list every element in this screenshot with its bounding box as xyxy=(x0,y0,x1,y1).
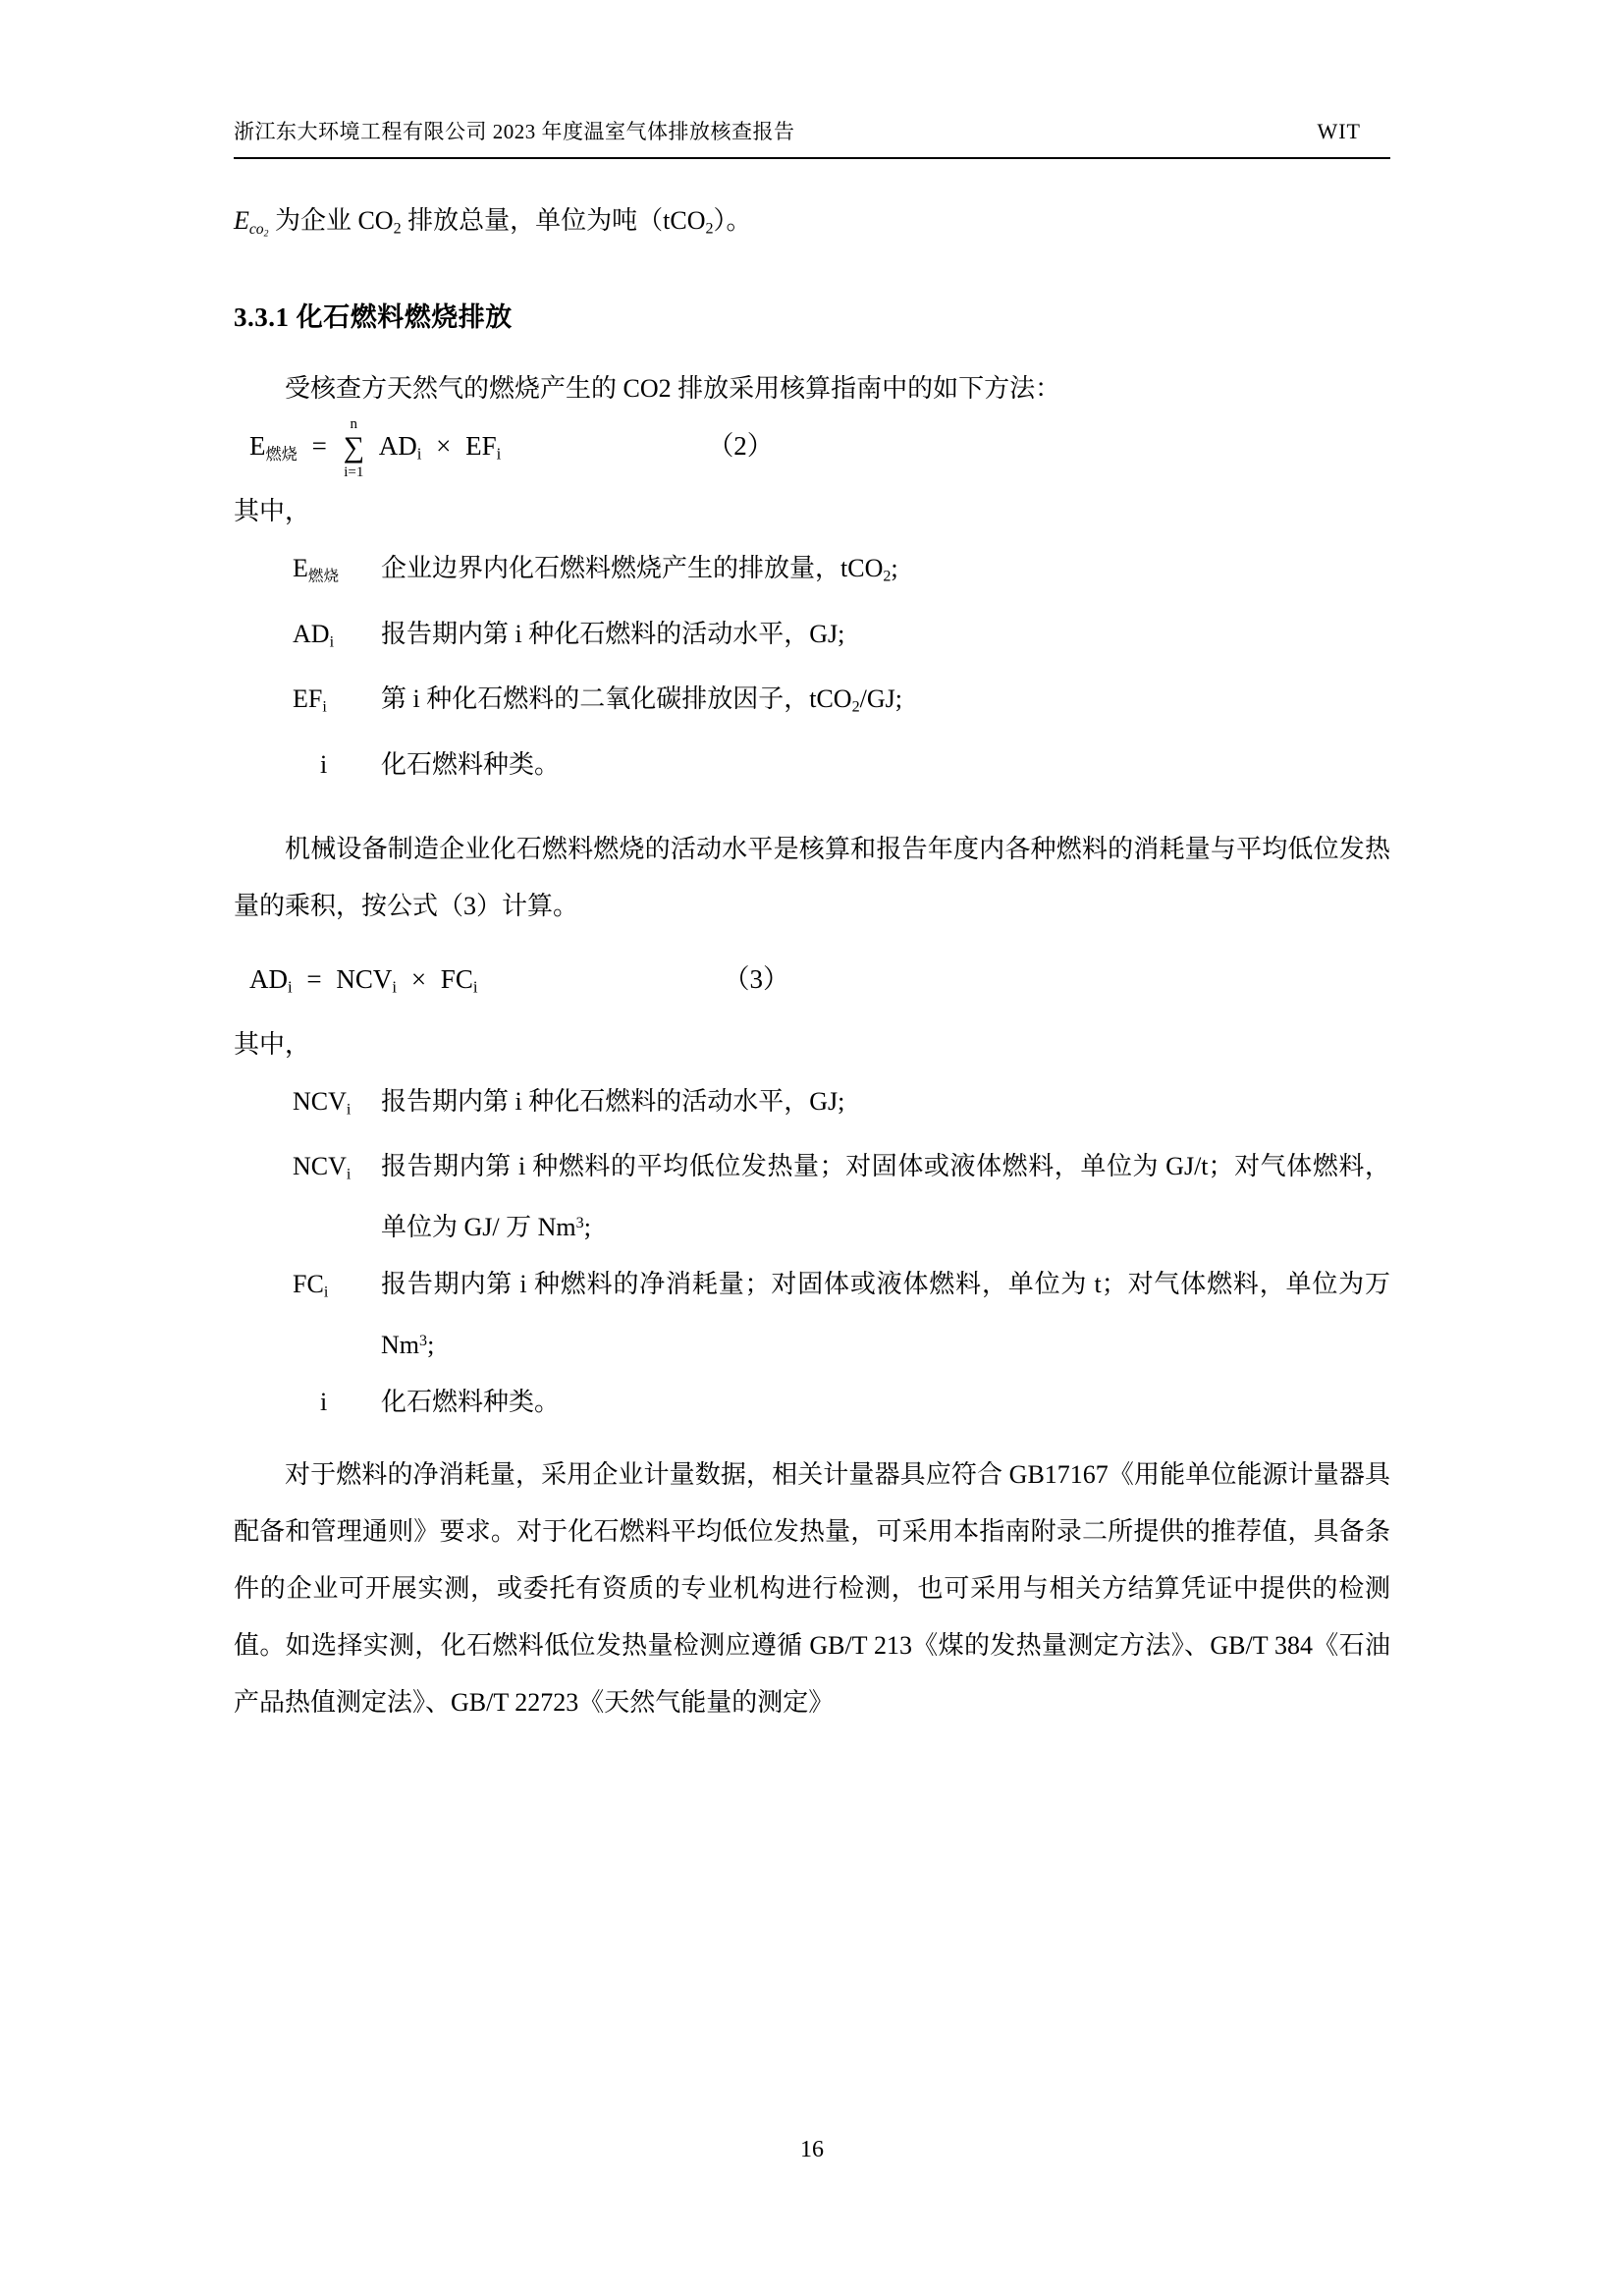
definition-term: $EF_i$ xyxy=(293,684,327,716)
header-company-mark: WIT xyxy=(1317,119,1361,143)
eco2-sub-3: 2 xyxy=(705,220,714,238)
eco2-definition-line xyxy=(234,192,1390,262)
definition-row xyxy=(234,671,1390,737)
spacer xyxy=(234,935,1390,951)
qizhong-line-2: 其中， xyxy=(234,1029,311,1059)
formula-2-number: （2） xyxy=(707,431,774,462)
definition-description: 报告期内第 i 种燃料的平均低位发热量；对固体或液体燃料，单位为 GJ/t；对气体燃料，单位为 GJ/ 万 Nm$^3$; xyxy=(381,1152,1390,1242)
formula-3-expression: $AD_i = NCV_i \times FC_i$ xyxy=(249,963,478,997)
eco2-symbol: Eco$_2$ xyxy=(234,206,269,240)
paragraph-intro-text: 受核查方天然气的燃烧产生的 CO2 排放采用核算指南中的如下方法： xyxy=(285,374,1061,404)
page-content xyxy=(234,192,1390,1731)
spacer xyxy=(234,262,1390,290)
definition-row xyxy=(234,1073,1390,1139)
eco2-text-2: 排放总量，单位为吨（tCO xyxy=(401,206,706,235)
definition-description: 化石燃料种类。 xyxy=(381,749,561,779)
definition-term: E燃烧 xyxy=(293,554,340,585)
definition-term: $NCV_i$ xyxy=(293,1086,352,1119)
definition-description: 报告期内第 i 种燃料的净消耗量；对固体或液体燃料，单位为 t；对气体燃料，单位为万 Nm$^3$; xyxy=(381,1270,1390,1360)
definition-term: i xyxy=(320,749,328,779)
page-header xyxy=(234,116,1390,145)
paragraph-final xyxy=(234,1447,1390,1731)
definition-description: 企业边界内化石燃料燃烧产生的排放量，tCO$_2$; xyxy=(381,554,898,585)
spacer xyxy=(234,1431,1390,1447)
paragraph-intro xyxy=(234,360,1390,417)
header-divider xyxy=(234,157,1390,159)
formula-3-number: （3） xyxy=(723,963,789,994)
eco2-text-1: 为企业 CO xyxy=(274,206,394,235)
definition-row xyxy=(234,1374,1390,1431)
section-heading-331: 3.3.1 化石燃料燃烧排放 xyxy=(234,302,513,333)
spacer xyxy=(234,345,1390,360)
formula-3 xyxy=(234,951,1390,1016)
definition-description: 第 i 种化石燃料的二氧化碳排放因子，tCO$_2$/GJ; xyxy=(381,684,902,716)
paragraph-activity-text: 机械设备制造企业化石燃料燃烧的活动水平是核算和报告年度内各种燃料的消耗量与平均低位发热量的乘积，按公式（3）计算。 xyxy=(234,834,1390,920)
formula-2-expression: E燃烧 = ∑ n i=1 $AD_i \times EF_i$ xyxy=(249,416,502,481)
definition-description: 报告期内第 i 种化石燃料的活动水平，GJ; xyxy=(381,1086,845,1116)
definition-term: $AD_i$ xyxy=(293,619,335,651)
definition-row xyxy=(234,606,1390,672)
eco2-sub-2: 2 xyxy=(393,220,402,238)
header-title: 浙江东大环境工程有限公司 2023 年度温室气体排放核查报告 xyxy=(234,120,795,143)
definition-description: 化石燃料种类。 xyxy=(381,1388,561,1417)
eco2-text-3: ）。 xyxy=(713,206,752,235)
definition-row xyxy=(234,540,1390,606)
definition-row xyxy=(234,737,1390,793)
formula-2 xyxy=(234,417,1390,483)
paragraph-activity-level xyxy=(234,821,1390,935)
qizhong-line-1: 其中， xyxy=(234,497,311,526)
definition-row xyxy=(234,1138,1390,1256)
spacer xyxy=(234,793,1390,821)
definition-row xyxy=(234,1256,1390,1374)
definition-term: i xyxy=(320,1388,328,1417)
definition-term: $FC_i$ xyxy=(293,1270,329,1301)
page-number: 16 xyxy=(800,2137,824,2162)
definition-description: 报告期内第 i 种化石燃料的活动水平，GJ; xyxy=(381,619,845,648)
paragraph-final-text: 对于燃料的净消耗量，采用企业计量数据，相关计量器具应符合 GB17167《用能单位能源计量器具配备和管理通则》要求。对于化石燃料平均低位发热量，可采用本指南附录二所提供的推荐值，具备条件的企业可开展实测，或委托有资质的专业机构进行检测，也可采用与相关方结算凭证中提供的检测值。如选择实测，化石燃料低位发热量检测应遵循 GB/T 213《煤的发热量测定方法》、GB/T 384《石油产品热值测定法》、GB/T 22723《天然气能量的测定》 xyxy=(234,1460,1390,1718)
definition-term: $NCV_i$ xyxy=(293,1152,352,1183)
